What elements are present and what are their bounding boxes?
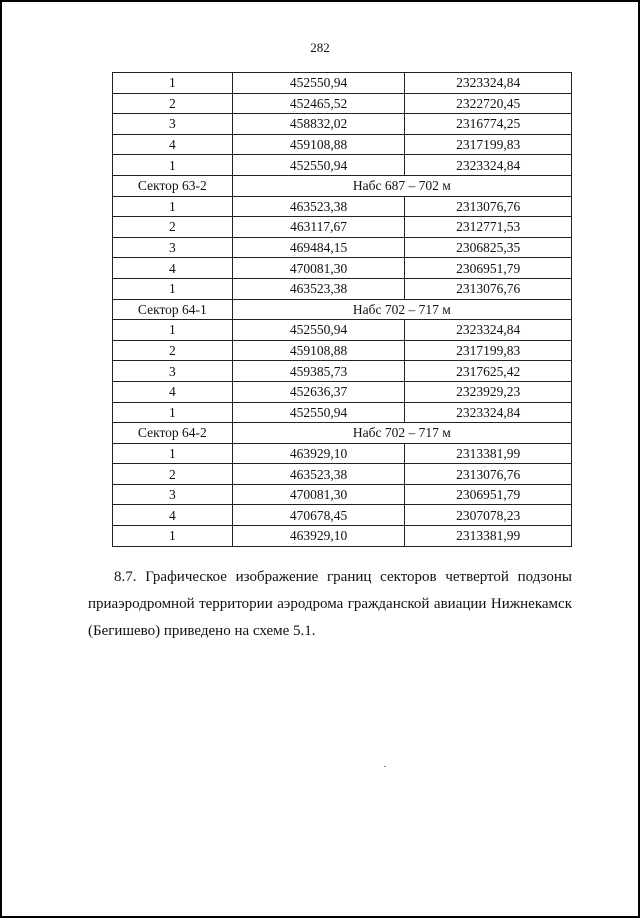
table-row <box>113 320 572 341</box>
point-number-cell: 1 <box>113 278 233 299</box>
x-coordinate-cell: 463117,67 <box>232 217 405 238</box>
y-coordinate-cell: 2322720,45 <box>405 93 572 114</box>
x-coordinate-cell: 470081,30 <box>232 258 405 279</box>
point-number-cell: 1 <box>113 443 233 464</box>
y-coordinate-cell: 2312771,53 <box>405 217 572 238</box>
x-coordinate-cell: 463523,38 <box>232 196 405 217</box>
table-row <box>113 114 572 135</box>
page-frame-top <box>0 0 640 2</box>
x-coordinate-cell: 459108,88 <box>232 340 405 361</box>
y-coordinate-cell: 2317199,83 <box>405 340 572 361</box>
point-number-cell: 4 <box>113 381 233 402</box>
table-row <box>113 526 572 547</box>
sector-name-cell: Сектор 64-2 <box>113 423 233 444</box>
point-number-cell: 3 <box>113 361 233 382</box>
table-row <box>113 505 572 526</box>
table-row <box>113 134 572 155</box>
table-row <box>113 443 572 464</box>
x-coordinate-cell: 470081,30 <box>232 484 405 505</box>
scan-speck <box>384 766 386 767</box>
point-number-cell: 2 <box>113 340 233 361</box>
x-coordinate-cell: 463929,10 <box>232 526 405 547</box>
y-coordinate-cell: 2316774,25 <box>405 114 572 135</box>
table-row <box>113 258 572 279</box>
table-row <box>113 217 572 238</box>
point-number-cell: 3 <box>113 484 233 505</box>
table-row <box>113 484 572 505</box>
y-coordinate-cell: 2323324,84 <box>405 402 572 423</box>
x-coordinate-cell: 470678,45 <box>232 505 405 526</box>
y-coordinate-cell: 2307078,23 <box>405 505 572 526</box>
x-coordinate-cell: 452465,52 <box>232 93 405 114</box>
point-number-cell: 4 <box>113 258 233 279</box>
coordinates-table <box>112 72 572 547</box>
table-row <box>113 93 572 114</box>
sector-height-cell: Набс 702 – 717 м <box>232 299 571 320</box>
y-coordinate-cell: 2306825,35 <box>405 237 572 258</box>
table-row <box>113 464 572 485</box>
y-coordinate-cell: 2323324,84 <box>405 320 572 341</box>
sector-header-row <box>113 299 572 320</box>
point-number-cell: 1 <box>113 402 233 423</box>
point-number-cell: 3 <box>113 114 233 135</box>
point-number-cell: 1 <box>113 196 233 217</box>
y-coordinate-cell: 2313076,76 <box>405 196 572 217</box>
page-frame-left <box>0 0 2 918</box>
x-coordinate-cell: 452550,94 <box>232 402 405 423</box>
table-row <box>113 278 572 299</box>
x-coordinate-cell: 459108,88 <box>232 134 405 155</box>
point-number-cell: 2 <box>113 93 233 114</box>
point-number-cell: 1 <box>113 73 233 94</box>
point-number-cell: 1 <box>113 320 233 341</box>
y-coordinate-cell: 2317199,83 <box>405 134 572 155</box>
sector-header-row <box>113 423 572 444</box>
x-coordinate-cell: 463929,10 <box>232 443 405 464</box>
y-coordinate-cell: 2313381,99 <box>405 443 572 464</box>
y-coordinate-cell: 2317625,42 <box>405 361 572 382</box>
table-row <box>113 402 572 423</box>
x-coordinate-cell: 452550,94 <box>232 320 405 341</box>
table-row <box>113 73 572 94</box>
table-row <box>113 196 572 217</box>
sector-header-row <box>113 175 572 196</box>
point-number-cell: 1 <box>113 526 233 547</box>
point-number-cell: 4 <box>113 134 233 155</box>
y-coordinate-cell: 2313076,76 <box>405 278 572 299</box>
table-row <box>113 381 572 402</box>
x-coordinate-cell: 463523,38 <box>232 464 405 485</box>
x-coordinate-cell: 452636,37 <box>232 381 405 402</box>
sector-name-cell: Сектор 63-2 <box>113 175 233 196</box>
point-number-cell: 3 <box>113 237 233 258</box>
page-number: 282 <box>310 40 330 55</box>
sector-height-cell: Набс 687 – 702 м <box>232 175 571 196</box>
x-coordinate-cell: 459385,73 <box>232 361 405 382</box>
y-coordinate-cell: 2306951,79 <box>405 258 572 279</box>
y-coordinate-cell: 2323324,84 <box>405 73 572 94</box>
x-coordinate-cell: 452550,94 <box>232 73 405 94</box>
y-coordinate-cell: 2323929,23 <box>405 381 572 402</box>
point-number-cell: 4 <box>113 505 233 526</box>
x-coordinate-cell: 469484,15 <box>232 237 405 258</box>
coordinates-table-body <box>113 73 572 547</box>
x-coordinate-cell: 452550,94 <box>232 155 405 176</box>
point-number-cell: 1 <box>113 155 233 176</box>
y-coordinate-cell: 2313076,76 <box>405 464 572 485</box>
table-row <box>113 155 572 176</box>
sector-name-cell: Сектор 64-1 <box>113 299 233 320</box>
x-coordinate-cell: 458832,02 <box>232 114 405 135</box>
table-row <box>113 237 572 258</box>
table-row <box>113 340 572 361</box>
sector-height-cell: Набс 702 – 717 м <box>232 423 571 444</box>
y-coordinate-cell: 2313381,99 <box>405 526 572 547</box>
y-coordinate-cell: 2323324,84 <box>405 155 572 176</box>
y-coordinate-cell: 2306951,79 <box>405 484 572 505</box>
point-number-cell: 2 <box>113 464 233 485</box>
point-number-cell: 2 <box>113 217 233 238</box>
table-row <box>113 361 572 382</box>
x-coordinate-cell: 463523,38 <box>232 278 405 299</box>
section-paragraph: 8.7. Графическое изображение границ секторов четвертой подзоны приаэродромной территории аэродрома гражданской авиации Нижнекамск (Бегишево) приведено на схеме 5.1. <box>88 569 572 639</box>
